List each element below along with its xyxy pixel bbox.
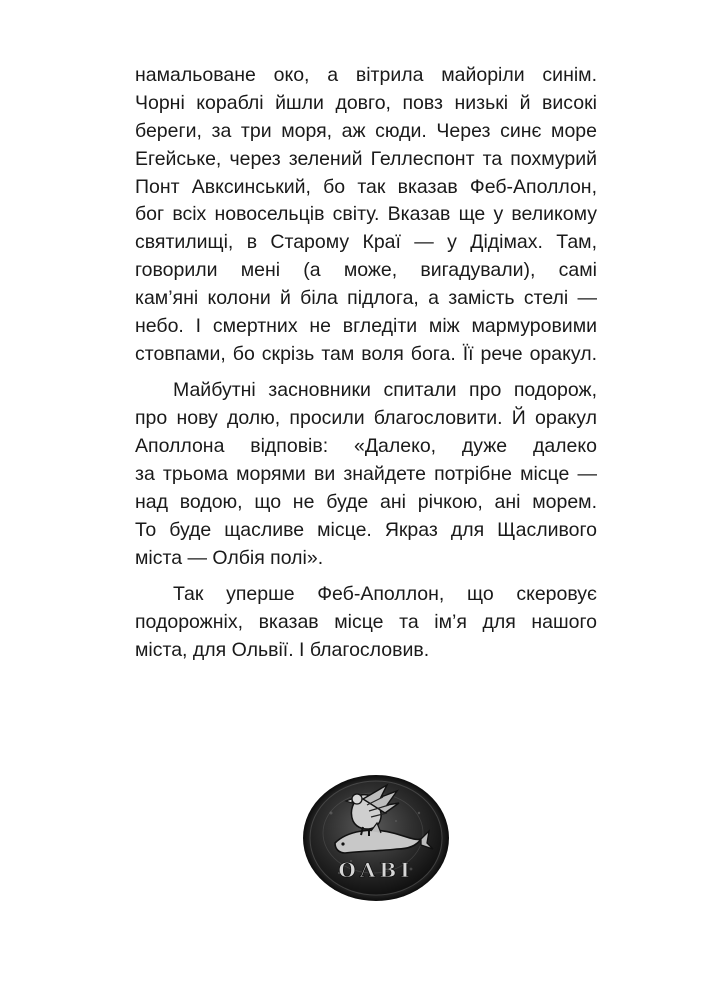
text-line: небо. І смертних не вгледіти між мармуровими xyxy=(135,315,597,338)
text-line: міста — Олбія полі». xyxy=(135,546,324,569)
text-line: Аполлона відповів: «Далеко, дуже далеко xyxy=(135,435,597,458)
text-line: подорожніх, вказав місце та ім’я для нашого xyxy=(135,611,597,634)
paragraph-3 xyxy=(135,581,597,665)
paragraph-2 xyxy=(135,377,597,572)
text-line: То буде щасливе місце. Якраз для Щасливого xyxy=(135,518,597,541)
coin-icon xyxy=(301,773,451,903)
text-line: Понт Авксинський, бо так вказав Феб-Аполлон, xyxy=(135,175,597,198)
text-line: святилищі, в Старому Краї — у Дідімах. Там, xyxy=(135,231,597,254)
body-text xyxy=(135,62,597,665)
text-line: Чорні кораблі йшли довго, повз низькі й високі xyxy=(135,91,597,114)
text-line: про нову долю, просили благословити. Й оракул xyxy=(135,407,597,430)
text-line: намальоване око, а вітрила майоріли синім. xyxy=(135,64,597,86)
text-line: стовпами, бо скрізь там воля бога. Її рече оракул. xyxy=(135,342,597,365)
text-line: кам’яні колони й біла підлога, а замість стелі — xyxy=(135,287,597,310)
coin-inscription: ΟΛΒΙ xyxy=(338,858,414,882)
paragraph-1 xyxy=(135,62,597,369)
text-line: говорили мені (а може, вигадували), самі xyxy=(135,259,597,282)
olbia-coin-image xyxy=(301,773,451,903)
text-line: Егейське, через зелений Геллеспонт та похмурий xyxy=(135,147,597,170)
text-line: за трьома морями ви знайдете потрібне місце — xyxy=(135,463,597,486)
text-line: береги, за три моря, аж сюди. Через синє море xyxy=(135,119,597,142)
text-line: Так уперше Феб-Аполлон, що скеровує xyxy=(173,583,597,606)
text-line: бог всіх новосельців світу. Вказав ще у великому xyxy=(135,203,597,226)
text-line: міста, для Ольвії. І благословив. xyxy=(135,639,430,661)
text-line: над водою, що не буде ані річкою, ані морем. xyxy=(135,490,597,513)
text-line: Майбутні засновники спитали про подорож, xyxy=(173,379,597,402)
